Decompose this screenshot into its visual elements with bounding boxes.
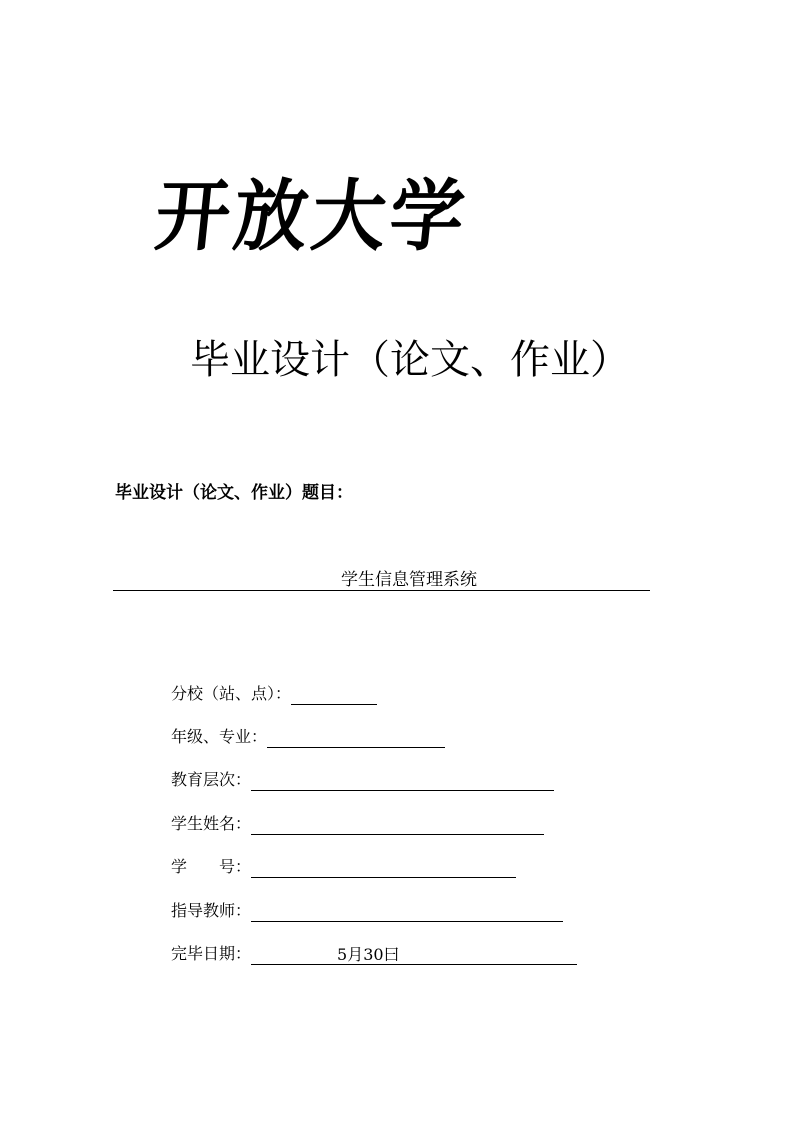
university-name: 开放大学 (151, 171, 473, 262)
grade-major-field (171, 726, 445, 748)
education-level-blank[interactable] (251, 770, 554, 791)
student-name-field (171, 813, 544, 835)
branch-field (171, 683, 377, 705)
advisor-label: 指导教师： (171, 901, 252, 920)
completion-date-value: 5月30曰 (337, 945, 400, 964)
topic-field[interactable] (113, 568, 650, 591)
student-id-label: 学 号： (171, 857, 252, 876)
branch-label: 分校（站、点）： (171, 684, 292, 703)
education-level-label: 教育层次： (171, 770, 252, 789)
education-level-field (171, 769, 554, 791)
student-name-blank[interactable] (251, 814, 544, 835)
grade-major-blank[interactable] (267, 727, 445, 748)
branch-blank[interactable] (291, 684, 377, 705)
grade-major-label: 年级、专业： (171, 727, 268, 746)
completion-date-label: 完毕日期： (171, 944, 252, 963)
advisor-field (171, 900, 563, 922)
student-id-blank[interactable] (251, 857, 516, 878)
advisor-blank[interactable] (251, 901, 563, 922)
completion-date-field (171, 943, 577, 965)
topic-value: 学生信息管理系统 (341, 569, 477, 590)
topic-label: 毕业设计（论文、作业）题目： (115, 483, 353, 503)
student-name-label: 学生姓名： (171, 814, 252, 833)
student-id-field (171, 856, 516, 878)
document-title: 毕业设计（论文、作业） (190, 337, 630, 383)
completion-date-blank[interactable] (251, 944, 577, 965)
